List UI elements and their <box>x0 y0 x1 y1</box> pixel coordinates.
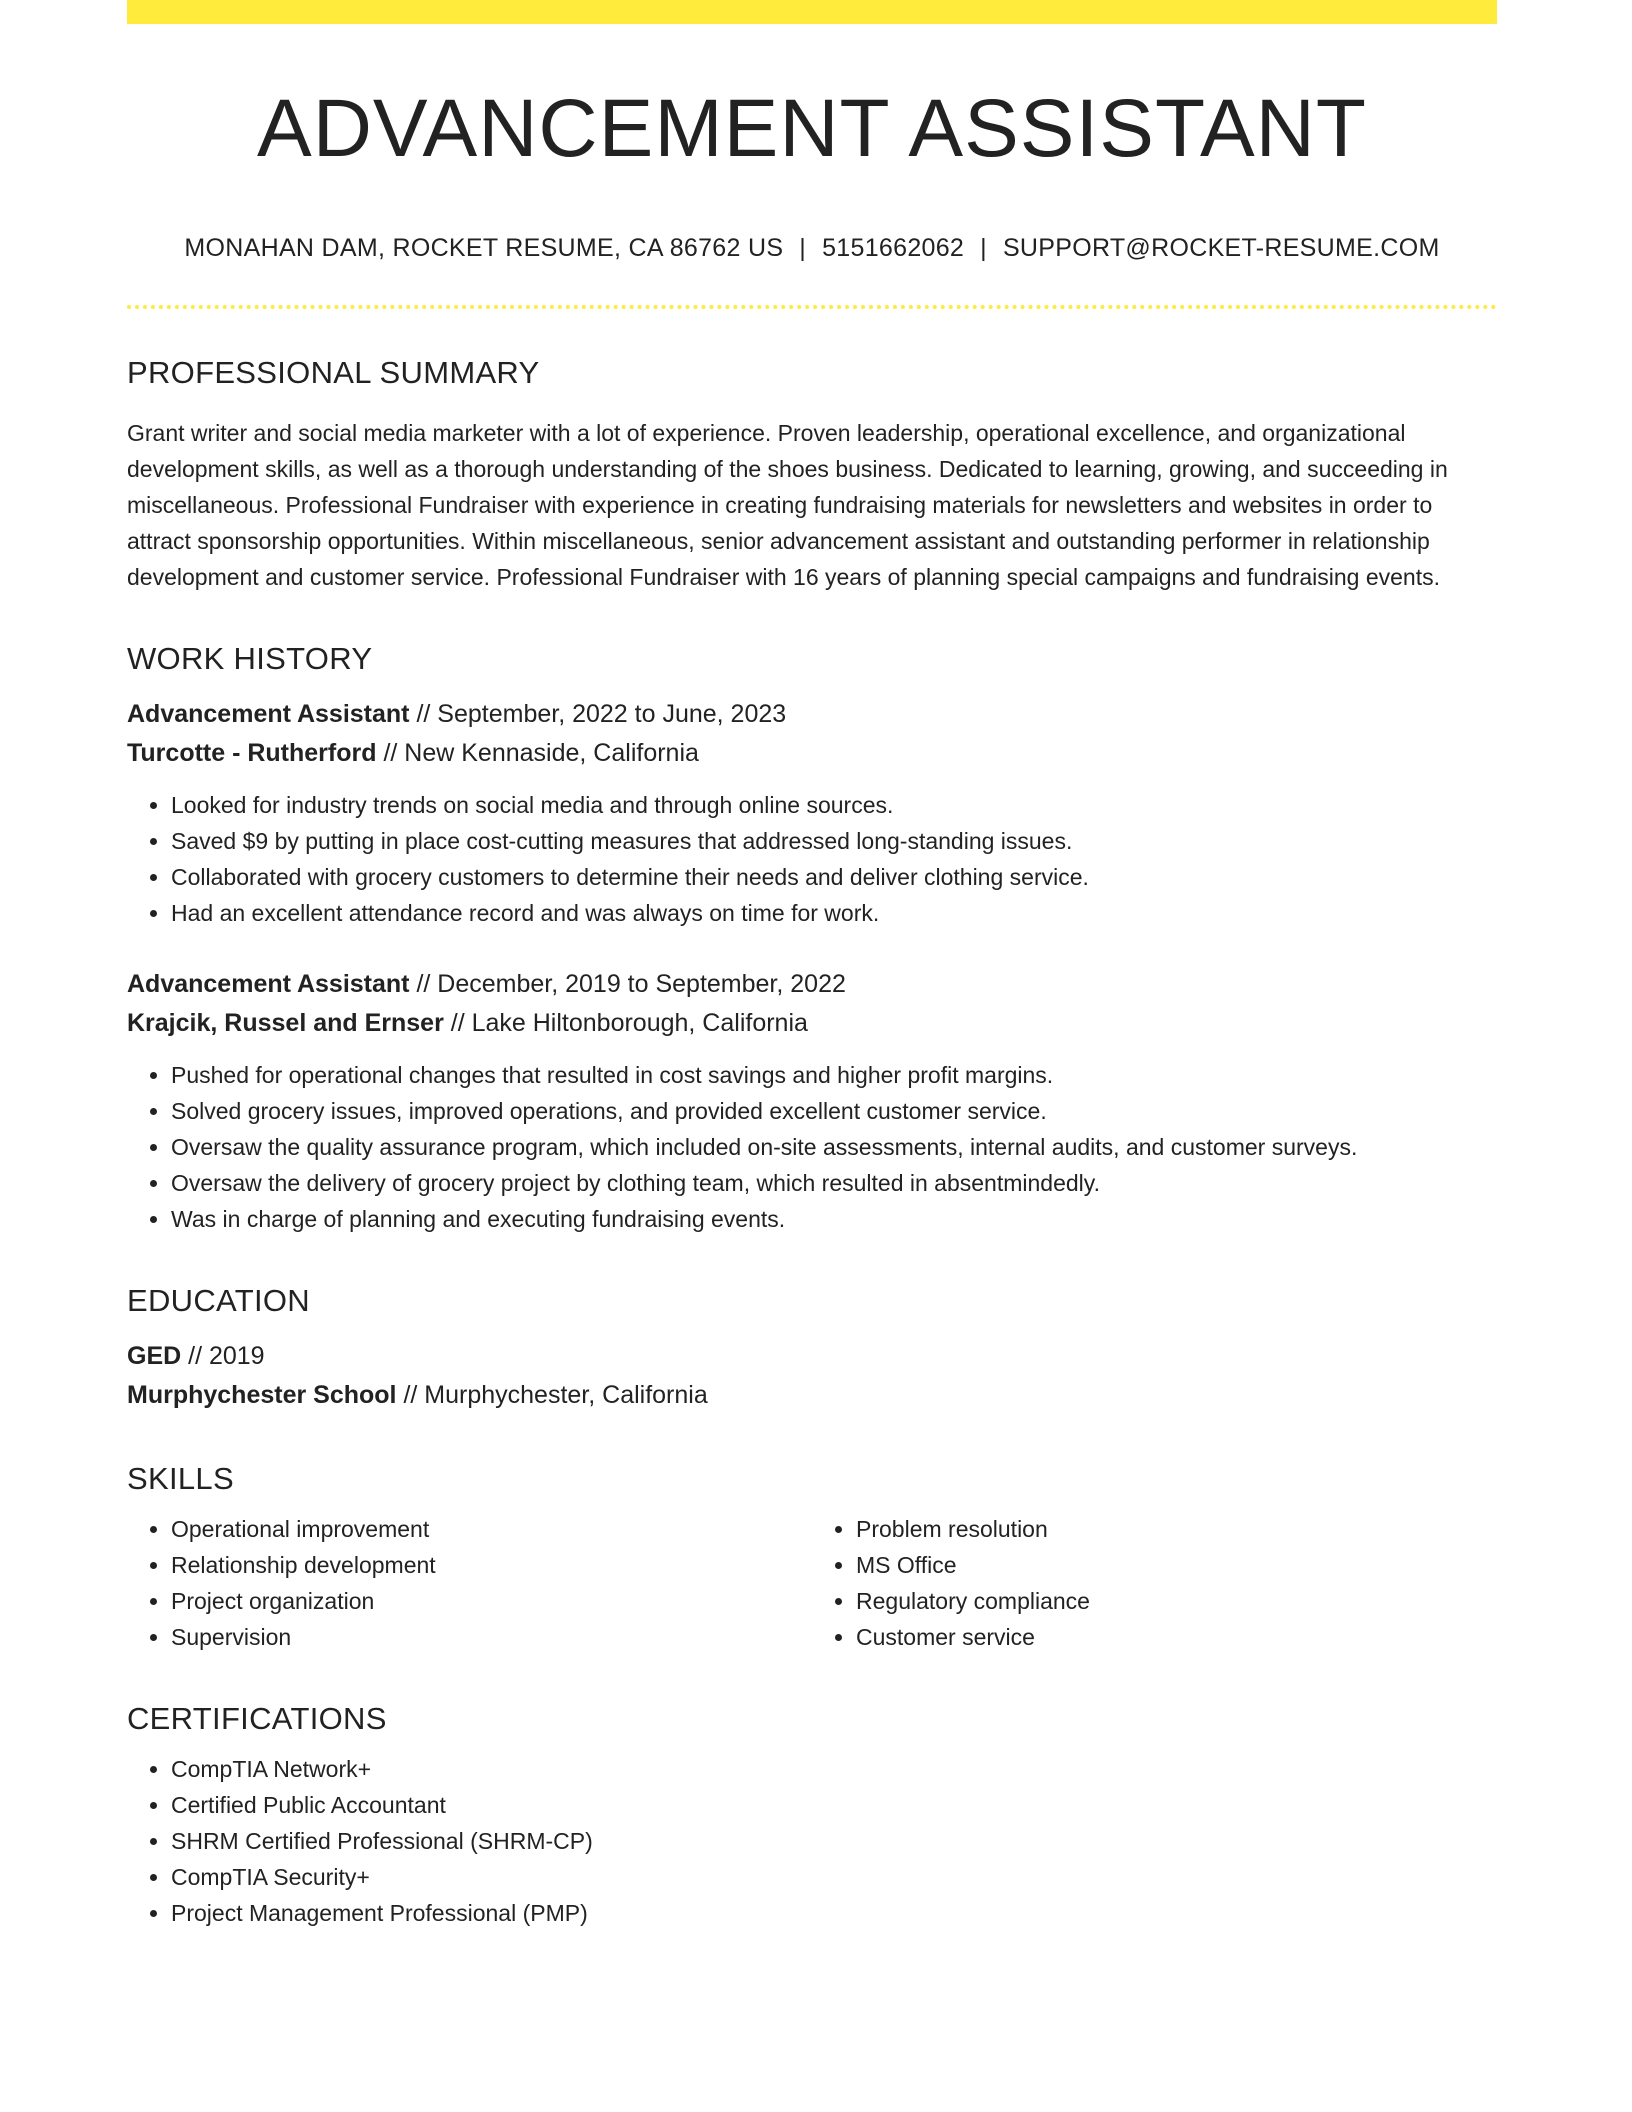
job-title-line <box>127 695 1497 734</box>
job-bullet: • Oversaw the delivery of grocery project by clothing team, which resulted in absentmindedly. <box>171 1165 1497 1201</box>
job-entry <box>127 695 1497 931</box>
contact-separator: | <box>799 234 807 263</box>
skill-item: • Relationship development <box>171 1547 812 1583</box>
job-bullet: • Saved $9 by putting in place cost-cutting measures that addressed long-standing issues. <box>171 823 1497 859</box>
certification-item: • CompTIA Network+ <box>171 1751 1497 1787</box>
skills-column-left <box>127 1511 812 1655</box>
summary-heading: PROFESSIONAL SUMMARY <box>127 355 540 391</box>
job-dates: // December, 2019 to September, 2022 <box>409 970 846 999</box>
job-company: Krajcik, Russel and Ernser <box>127 1009 444 1038</box>
certification-item: • SHRM Certified Professional (SHRM-CP) <box>171 1823 1497 1859</box>
school-line <box>127 1376 1497 1415</box>
degree-line <box>127 1337 1497 1376</box>
job-bullets <box>127 787 1497 931</box>
job-title-line <box>127 965 1497 1004</box>
job-location: // Lake Hiltonborough, California <box>443 1009 808 1038</box>
education-entry <box>127 1337 1497 1415</box>
contact-email: SUPPORT@ROCKET-RESUME.COM <box>1002 234 1440 263</box>
skills-column-right <box>812 1511 1497 1655</box>
skills-grid <box>127 1511 1497 1655</box>
skill-item: • Project organization <box>171 1583 812 1619</box>
job-entry <box>127 965 1497 1237</box>
job-company-line <box>127 1004 1497 1043</box>
certification-item: • Certified Public Accountant <box>171 1787 1497 1823</box>
job-bullet: • Collaborated with grocery customers to determine their needs and deliver clothing service. <box>171 859 1497 895</box>
job-company: Turcotte - Rutherford <box>127 739 377 768</box>
certifications-list <box>127 1751 1497 1931</box>
accent-top-bar <box>127 0 1497 24</box>
skill-item: • Operational improvement <box>171 1511 812 1547</box>
education-heading: EDUCATION <box>127 1283 310 1319</box>
job-bullet: • Was in charge of planning and executing fundraising events. <box>171 1201 1497 1237</box>
skill-item: • Customer service <box>856 1619 1497 1655</box>
job-bullet: • Pushed for operational changes that resulted in cost savings and higher profit margins. <box>171 1057 1497 1093</box>
school-location: // Murphychester, California <box>396 1381 708 1410</box>
skill-item: • Problem resolution <box>856 1511 1497 1547</box>
degree-year: // 2019 <box>181 1342 265 1371</box>
contact-address: MONAHAN DAM, ROCKET RESUME, CA 86762 US <box>184 234 784 263</box>
school-name: Murphychester School <box>127 1381 397 1410</box>
skill-item: • Regulatory compliance <box>856 1583 1497 1619</box>
job-role: Advancement Assistant <box>127 700 410 729</box>
job-role: Advancement Assistant <box>127 970 410 999</box>
job-location: // New Kennaside, California <box>376 739 699 768</box>
summary-text: Grant writer and social media marketer with a lot of experience. Proven leadership, operational excellence, and organizational development skills, as well as a thorough understanding of the shoes business. Dedicated to learning, growing, and succeeding in miscellaneous. Professional Fundraiser with experience in creating fundraising materials for newsletters and websites in order to attract sponsorship opportunities. Within miscellaneous, senior advancement assistant and outstanding performer in relationship development and customer service. Professional Fundraiser with 16 years of planning special campaigns and fundraising events. <box>127 420 1448 591</box>
job-bullet: • Had an excellent attendance record and was always on time for work. <box>171 895 1497 931</box>
work-history-heading: WORK HISTORY <box>127 641 373 677</box>
certification-item: • CompTIA Security+ <box>171 1859 1497 1895</box>
job-bullet: • Oversaw the quality assurance program, which included on-site assessments, internal audits, and customer surveys. <box>171 1129 1497 1165</box>
contact-phone: 5151662062 <box>822 234 965 263</box>
job-bullet: • Solved grocery issues, improved operations, and provided excellent customer service. <box>171 1093 1497 1129</box>
header-divider <box>127 305 1497 309</box>
resume-page <box>127 0 1497 1931</box>
contact-separator: | <box>980 234 987 263</box>
certification-item: • Project Management Professional (PMP) <box>171 1895 1497 1931</box>
candidate-name: ADVANCEMENT ASSISTANT <box>257 83 1367 174</box>
degree: GED <box>127 1342 182 1371</box>
contact-line <box>127 234 1497 263</box>
skill-item: • MS Office <box>856 1547 1497 1583</box>
certifications-heading: CERTIFICATIONS <box>127 1701 387 1737</box>
job-dates: // September, 2022 to June, 2023 <box>409 700 787 729</box>
job-bullets <box>127 1057 1497 1237</box>
job-bullet: • Looked for industry trends on social media and through online sources. <box>171 787 1497 823</box>
skill-item: • Supervision <box>171 1619 812 1655</box>
skills-heading: SKILLS <box>127 1461 234 1497</box>
job-company-line <box>127 734 1497 773</box>
